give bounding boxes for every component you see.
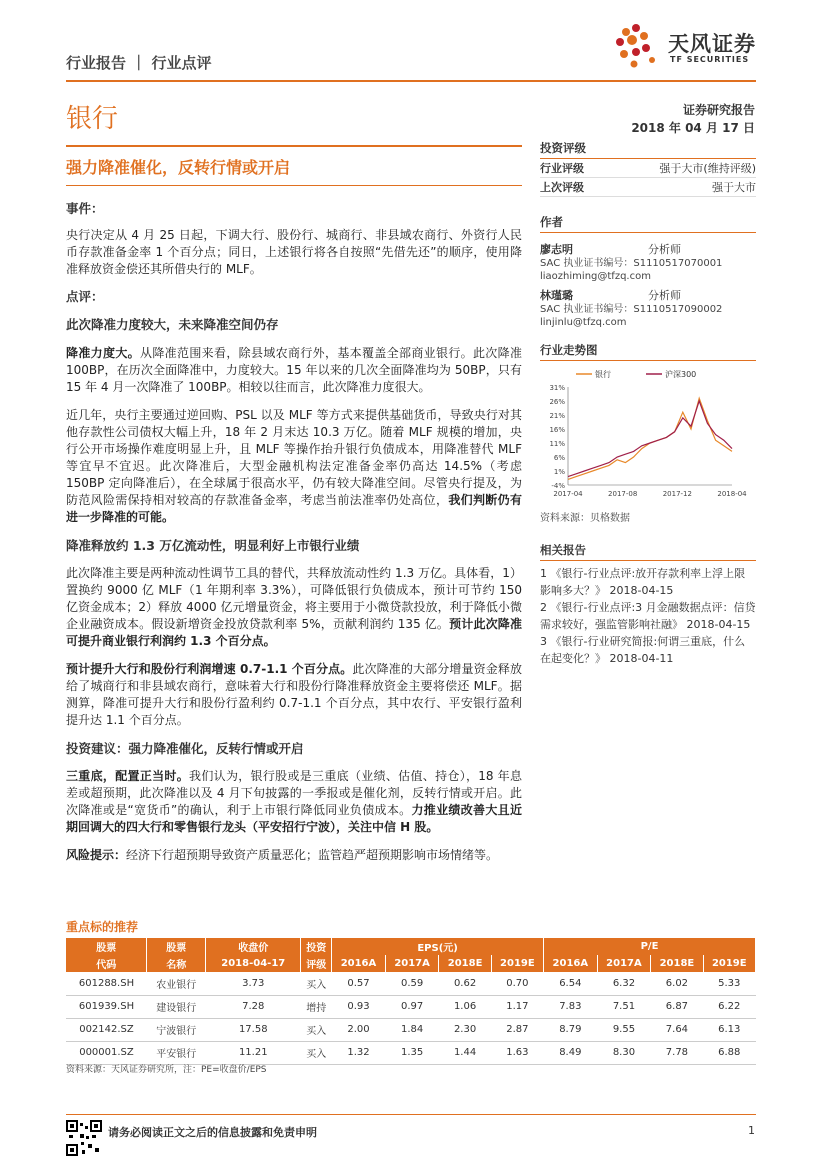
table-cell: 6.13 [703, 1018, 755, 1041]
table-cell: 6.32 [597, 972, 651, 995]
table-header-row-2: 代码 名称 2018-04-17 评级 2016A 2017A 2018E 2019E 2016A 2017A 2018E 2019E [66, 955, 756, 972]
table-cell: 增持 [301, 995, 332, 1018]
chart-source: 资料来源：贝格数据 [540, 513, 630, 524]
table-cell: 3.73 [206, 972, 301, 995]
table-cell: 1.63 [491, 1041, 543, 1064]
prev-rating-row: 上次评级 强于大市 [540, 178, 756, 197]
y-tick-label: 11% [549, 440, 565, 448]
analyst-1-cert: SAC 执业证书编号：S1110517070001 [540, 258, 723, 269]
x-tick-label: 2017-04 [553, 490, 583, 498]
table-cell: 6.54 [544, 972, 598, 995]
table-cell: 8.79 [544, 1018, 598, 1041]
table-cell: 平安银行 [147, 1041, 206, 1064]
stock-table [66, 938, 756, 1065]
table-cell: 11.21 [206, 1041, 301, 1064]
legend-label: 沪深300 [665, 370, 697, 379]
table-cell: 8.49 [544, 1041, 598, 1064]
invest-heading: 投资建议：强力降准催化，反转行情或开启 [66, 741, 304, 756]
title-divider-bottom [66, 185, 522, 186]
related-box [540, 542, 756, 667]
y-tick-label: 31% [549, 384, 565, 392]
footer-disclaimer: 请务必阅读正文之后的信息披露和免责申明 [108, 1126, 317, 1139]
related-heading: 相关报告 [540, 542, 756, 561]
paragraph-1: 降准力度大。从降准范围来看，除县域农商行外，基本覆盖全部商业银行。此次降准 100BP，在历次全面降准中，力度较大。15 年以来的几次全面降准均为 50BP，只有 15 年 4 月一次降准了 100BP。相较以往而言，此次降准力度很大。 [66, 346, 522, 394]
trend-heading: 行业走势图 [540, 342, 756, 361]
table-cell: 7.64 [651, 1018, 703, 1041]
analyst-1-email[interactable]: liaozhiming@tfzq.com [540, 271, 651, 282]
table-cell: 7.78 [651, 1041, 703, 1064]
table-cell: 601288.SH [66, 972, 147, 995]
table-cell: 7.83 [544, 995, 598, 1018]
subheading-1: 此次降准力度较大，未来降准空间仍存 [66, 317, 279, 332]
table-cell: 17.58 [206, 1018, 301, 1041]
paragraph-5: 三重底，配置正当时。我们认为，银行股或是三重底（业绩、估值、持仓），18 年息差或超预期，此次降准以及 4 月下旬披露的一季报或是催化剂，反转行情或开启。此次降准或是“宽货币”的确认，利于上市银行降低同业负债成本。力推业绩改善大且近期回调大的四大行和零售银行龙头（平安招行宁波），关注中信 H 股。 [66, 769, 522, 834]
table-header-row-1: 股票 股票 收盘价 投资 EPS(元) P/E [66, 938, 756, 955]
logo-cn: 天风证券 [668, 32, 756, 56]
table-cell: 0.57 [332, 972, 386, 995]
table-cell: 0.93 [332, 995, 386, 1018]
event-paragraph: 央行决定从 4 月 25 日起，下调大行、股份行、城商行、非县域农商行、外资行人民币存款准备金率 1 个百分点；同日，上述银行将各自按照“先借先还”的顺序，使用降准释放资金偿还其所借央行的 MLF。 [66, 228, 522, 276]
trend-chart [540, 365, 756, 505]
y-tick-label: -4% [551, 482, 565, 490]
table-cell: 买入 [301, 972, 332, 995]
table-cell: 1.06 [439, 995, 491, 1018]
related-item[interactable]: 3 《银行-行业研究简报:何谓三重底，什么在起变化？》 2018-04-11 [540, 635, 746, 665]
table-cell: 7.51 [597, 995, 651, 1018]
table-cell: 1.35 [385, 1041, 439, 1064]
industry-rating-row: 行业评级 强于大市(维持评级) [540, 159, 756, 178]
related-item[interactable]: 1 《银行-行业点评:放开存款利率上浮上限影响多大？》 2018-04-15 [540, 567, 746, 597]
table-row [66, 1041, 756, 1064]
table-cell: 建设银行 [147, 995, 206, 1018]
table-cell: 1.84 [385, 1018, 439, 1041]
analyst-2: 林瑾璐 分析师 [540, 289, 681, 302]
risk-paragraph: 风险提示：经济下行超预期导致资产质量恶化；监管趋严超预期影响市场情绪等。 [66, 848, 499, 862]
table-cell: 0.97 [385, 995, 439, 1018]
related-item[interactable]: 2 《银行-行业点评:3 月金融数据点评：信贷需求较好，强监管影响社融》 2018-04-15 [540, 601, 756, 631]
analyst-2-cert: SAC 执业证书编号：S1110517090002 [540, 304, 723, 315]
table-cell: 0.70 [491, 972, 543, 995]
table-cell: 6.02 [651, 972, 703, 995]
sector-title: 银行 [66, 104, 119, 134]
table-source: 资料来源：天风证券研究所，注：PE=收盘价/EPS [66, 1065, 267, 1075]
y-tick-label: 1% [553, 468, 565, 476]
rating-heading: 投资评级 [540, 140, 756, 159]
series-line-1 [568, 401, 732, 477]
analyst-1: 廖志明 分析师 [540, 243, 681, 256]
y-tick-label: 16% [549, 426, 565, 434]
table-cell: 买入 [301, 1018, 332, 1041]
table-cell: 6.87 [651, 995, 703, 1018]
table-cell: 6.88 [703, 1041, 755, 1064]
table-cell: 2.30 [439, 1018, 491, 1041]
y-tick-label: 21% [549, 412, 565, 420]
paragraph-3: 此次降准主要是两种流动性调节工具的替代，共释放流动性约 1.3 万亿。具体看，1）置换约 9000 亿 MLF（1 年期利率 3.3%），可降低银行负债成本，预计可节约 150 亿资金成本；2）释放 4000 亿元增量资金，将主要用于小微贷款投放，利于降低小微企业融资成本。假设新增资金投放贷款利率 5%，贡献利润约 135 亿。预计此次降准可提升商业银行利润约 1.3 个百分点。 [66, 566, 522, 648]
qr-code-icon [66, 1120, 102, 1156]
table-row [66, 1018, 756, 1041]
page-number: 1 [748, 1124, 755, 1137]
table-cell: 1.17 [491, 995, 543, 1018]
table-cell: 农业银行 [147, 972, 206, 995]
table-cell: 0.59 [385, 972, 439, 995]
x-tick-label: 2017-12 [662, 490, 692, 498]
x-tick-label: 2018-04 [717, 490, 747, 498]
table-cell: 000001.SZ [66, 1041, 147, 1064]
comment-heading: 点评： [66, 289, 104, 304]
top-divider [66, 80, 756, 82]
author-heading: 作者 [540, 214, 756, 233]
table-cell: 601939.SH [66, 995, 147, 1018]
table-row [66, 972, 756, 995]
subheading-2: 降准释放约 1.3 万亿流动性，明显利好上市银行业绩 [66, 538, 360, 553]
legend-label: 银行 [595, 370, 611, 379]
paragraph-4: 预计提升大行和股份行利润增速 0.7-1.1 个百分点。此次降准的大部分增量资金释放给了城商行和非县域农商行，意味着大行和股份行降准释放资金主要将偿还 MLF。据测算，降准可提升大行和股份行盈利约 0.7-1.1 个百分点，其中农行、平安银行盈利提升达 1.1 个百分点。 [66, 662, 522, 727]
table-cell: 6.22 [703, 995, 755, 1018]
logo-en: TF SECURITIES [670, 55, 750, 64]
x-tick-label: 2017-08 [608, 490, 638, 498]
table-row [66, 995, 756, 1018]
series-line-0 [568, 398, 732, 479]
report-kind: 证券研究报告 [682, 103, 755, 117]
body-column [66, 200, 522, 864]
table-cell: 1.44 [439, 1041, 491, 1064]
table-cell: 5.33 [703, 972, 755, 995]
report-date: 2018 年 04 月 17 日 [631, 121, 755, 135]
author-box [540, 214, 756, 329]
title-divider [66, 145, 522, 147]
y-tick-label: 6% [553, 454, 565, 462]
report-title: 强力降准催化，反转行情或开启 [66, 158, 291, 177]
table-cell: 7.28 [206, 995, 301, 1018]
rating-box [540, 140, 756, 197]
table-cell: 8.30 [597, 1041, 651, 1064]
table-cell: 宁波银行 [147, 1018, 206, 1041]
table-cell: 2.00 [332, 1018, 386, 1041]
table-title: 重点标的推荐 [66, 920, 139, 934]
table-cell: 2.87 [491, 1018, 543, 1041]
event-heading: 事件： [66, 201, 104, 216]
trend-box [540, 342, 756, 361]
table-cell: 002142.SZ [66, 1018, 147, 1041]
y-tick-label: 26% [549, 398, 565, 406]
report-type: 行业报告 ｜ 行业点评 [66, 54, 212, 72]
table-cell: 0.62 [439, 972, 491, 995]
related-list [540, 565, 756, 667]
footer-divider [66, 1114, 756, 1115]
paragraph-2: 近几年，央行主要通过逆回购、PSL 以及 MLF 等方式来提供基础货币，导致央行对其他存款性公司债权大幅上升，18 年 2 月末达 10.3 万亿。随着 MLF 规模的增加，央行公开市场操作难度明显上升，且 MLF 等操作抬升银行负债成本，用降准替代 MLF 等宜早不宜迟。此次降准后，大型金融机构法定准备金率仍高达 14.5%（考虑 150BP 定向降准后），在全球属于很高水平，仍有较大降准空间。尽管央行提及，为防范风险需保持相对较高的存款准备金率，考虑当前法准率仍处高位，我们判断仍有进一步降准的可能。 [66, 408, 522, 524]
table-cell: 9.55 [597, 1018, 651, 1041]
table-cell: 1.32 [332, 1041, 386, 1064]
analyst-2-email[interactable]: linjinlu@tfzq.com [540, 317, 627, 328]
table-cell: 买入 [301, 1041, 332, 1064]
